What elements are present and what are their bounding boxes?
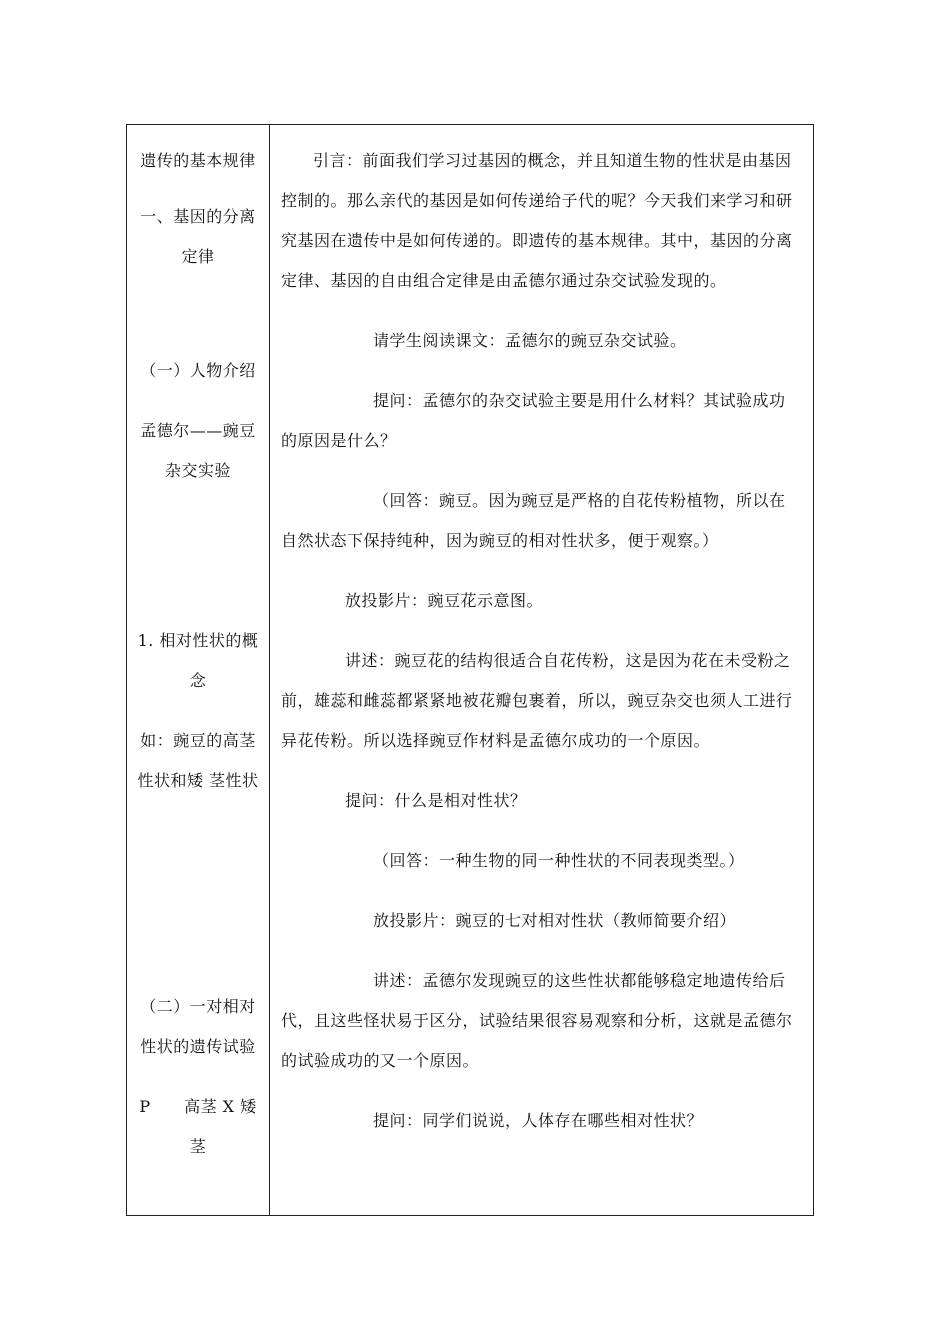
lesson-table <box>126 124 814 1216</box>
left-section-one-pair-traits-cont: 性状的遗传试验 <box>140 1037 256 1056</box>
left-example-pea-tall-cont: 性状和矮 茎性状 <box>137 771 259 790</box>
right-intro-line-4: 定律、基因的自由组合定律是由孟德尔通过杂交试验发现的。 <box>281 271 727 290</box>
right-question-human-traits: 提问：同学们说说，人体存在哪些相对性状？ <box>373 1111 704 1130</box>
right-narration-self-pollination: 讲述：豌豆花的结构很适合自花传粉，这是因为花在未受粉之 <box>345 651 791 670</box>
left-section-one-pair-traits: （二）一对相对 <box>140 997 256 1016</box>
column-divider <box>269 125 270 1215</box>
right-answer-relative-trait: （回答：一种生物的同一种性状的不同表现类型。） <box>373 851 745 870</box>
right-intro-line-3: 究基因在遗传中是如何传递的。即遗传的基本规律。其中，基因的分离 <box>281 231 793 250</box>
left-heading-segregation-law: 一、基因的分离 <box>140 207 256 226</box>
left-heading-genetics-laws: 遗传的基本规律 <box>140 151 256 170</box>
left-heading-segregation-law-cont: 定律 <box>181 247 215 266</box>
right-narration-self-pollination-2: 前，雄蕊和雌蕊都紧紧地被花瓣包裹着，所以，豌豆杂交也须人工进行 <box>281 691 793 710</box>
right-narration-stable-traits-3: 的试验成功的又一个原因。 <box>281 1051 480 1070</box>
left-relative-trait-concept-cont: 念 <box>189 671 207 690</box>
right-answer-pea: （回答：豌豆。因为豌豆是严格的自花传粉植物，所以在 <box>373 491 786 510</box>
left-section-person-intro: （一）人物介绍 <box>140 361 256 380</box>
right-narration-self-pollination-3: 异花传粉。所以选择豌豆作材料是孟德尔成功的一个原因。 <box>281 731 711 750</box>
right-slide-seven-traits: 放投影片：豌豆的七对相对性状（教师简要介绍） <box>373 911 737 930</box>
left-mendel-pea: 孟德尔——豌豆 <box>140 421 256 440</box>
right-slide-pea-flower: 放投影片：豌豆花示意图。 <box>345 591 544 610</box>
right-answer-pea-cont: 自然状态下保持纯种，因为豌豆的相对性状多，便于观察。） <box>281 531 719 550</box>
left-example-pea-tall: 如：豌豆的高茎 <box>140 731 256 750</box>
left-relative-trait-concept: 1. 相对性状的概 <box>137 631 259 650</box>
right-intro-line-2: 控制的。那么亲代的基因是如何传递给子代的呢？今天我们来学习和研 <box>281 191 793 210</box>
left-mendel-pea-cont: 杂交实验 <box>164 461 231 480</box>
right-question-relative-trait: 提问：什么是相对性状？ <box>345 791 527 810</box>
right-intro-line-1: 引言：前面我们学习过基因的概念，并且知道生物的性状是由基因 <box>313 151 792 170</box>
left-cross-parents-cont: 茎 <box>189 1137 207 1156</box>
left-cross-parents: P 高茎 X 矮 <box>139 1097 257 1116</box>
right-reading-task: 请学生阅读课文：孟德尔的豌豆杂交试验。 <box>373 331 687 350</box>
right-narration-stable-traits: 讲述：孟德尔发现豌豆的这些性状都能够稳定地遗传给后 <box>373 971 786 990</box>
right-narration-stable-traits-2: 代，且这些怪状易于区分，试验结果很容易观察和分析，这就是孟德尔 <box>281 1011 793 1030</box>
right-question-material-cont: 的原因是什么？ <box>281 431 397 450</box>
right-question-material: 提问：孟德尔的杂交试验主要是用什么材料？其试验成功 <box>373 391 786 410</box>
